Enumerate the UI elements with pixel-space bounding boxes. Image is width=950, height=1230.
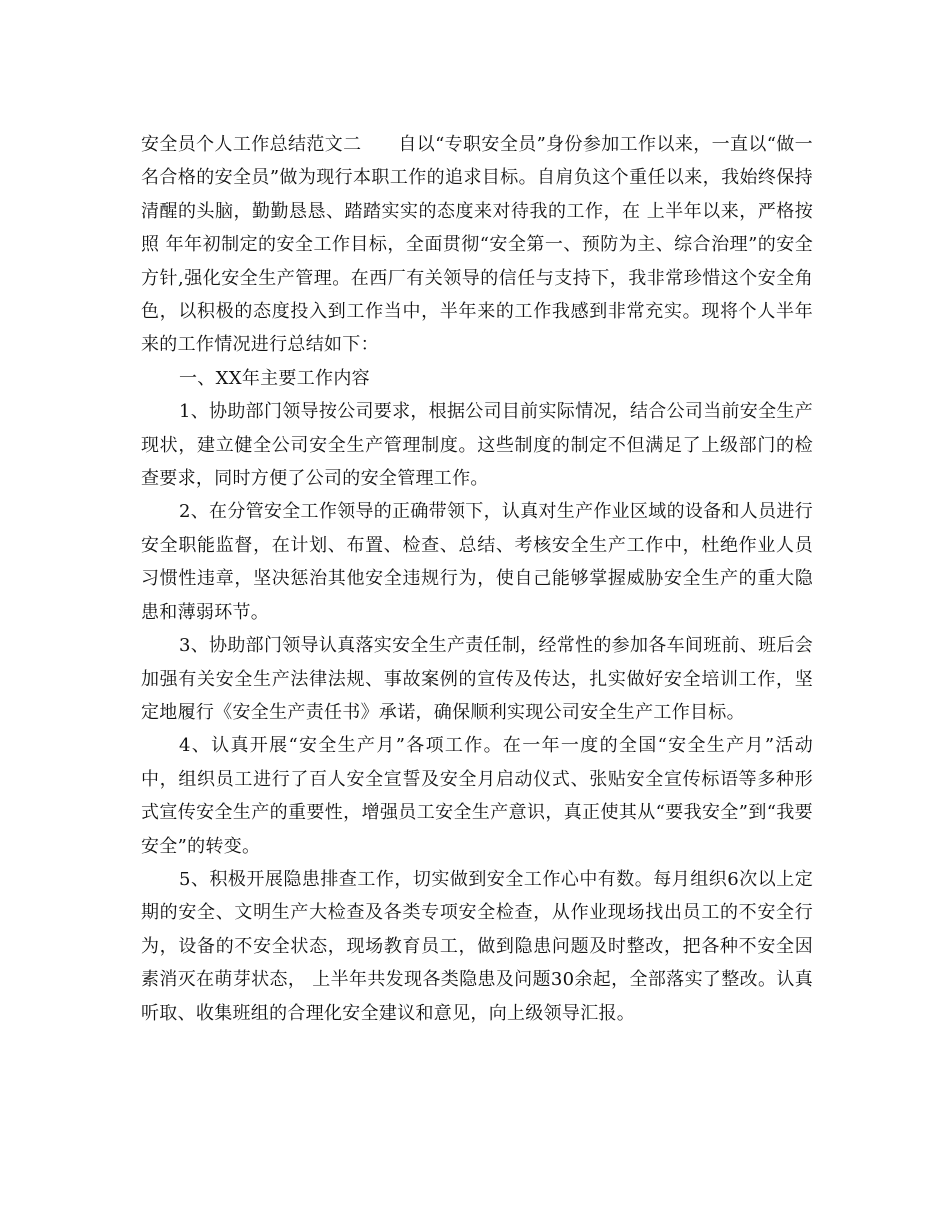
- item-paragraph-3: 3、协助部门领导认真落实安全生产责任制，经常性的参加各车间班前、班后会 加强有关安全生产法律法规、事故案例的宣传及传达，扎实做好安全培训工作，坚定地履行《安全生产责任书》承诺，确保顺利实现公司安全生产工作目标。: [141, 635, 813, 723]
- document-body: [141, 128, 813, 1030]
- item-paragraph-5: 5、积极开展隐患排查工作，切实做到安全工作心中有数。每月组织6次以上定期的安全、文明生产大检查及各类专项安全检查，从作业现场找出员工的不安全行为，设备的不安全状态，现场教育员工，做到隐患问题及时整改，把各种不安全因素消灭在萌芽状态， 上半年共发现各类隐患及问题30余起，全部落实了整改。认真听取、收集班组的合理化安全建议和意见，向上级领导汇报。: [141, 868, 813, 1024]
- intro-paragraph: 安全员个人工作总结范文二 自以“专职安全员”身份参加工作以来，一直以“做一名合格的安全员”做为现行本职工作的追求目标。自肩负这个重任以来，我始终保持清醒的头脑，勤勤恳恳、踏踏实实的态度来对待我的工作，在 上半年以来，严格按照 年年初制定的安全工作目标，全面贯彻“安全第一、预防为主、综合治理”的安全方针,强化安全生产管理。在西厂有关领导的信任与支持下，我非常珍惜这个安全角色，以积极的态度投入到工作当中，半年来的工作我感到非常充实。现将个人半年来的工作情况进行总结如下：: [141, 134, 813, 356]
- item-paragraph-1: 1、协助部门领导按公司要求，根据公司目前实际情况，结合公司当前安全生产现状，建立健全公司安全生产管理制度。这些制度的制定不但满足了上级部门的检查要求，同时方便了公司的安全管理工作。: [141, 401, 813, 490]
- section-heading: 一、XX年主要工作内容: [179, 367, 370, 389]
- item-paragraph-2: 2、在分管安全工作领导的正确带领下，认真对生产作业区域的设备和人员进行安全职能监督，在计划、布置、检查、总结、考核安全生产工作中，杜绝作业人员习惯性违章，坚决惩治其他安全违规行为，使自己能够掌握威胁安全生产的重大隐患和薄弱环节。: [141, 501, 813, 623]
- item-paragraph-4: 4、认真开展“安全生产月”各项工作。在一年一度的全国“安全生产月”活动中，组织员工进行了百人安全宣誓及安全月启动仪式、张贴安全宣传标语等多种形式宣传安全生产的重要性，增强员工安全生产意识，真正使其从“要我安全”到“我要安全”的转变。: [141, 735, 813, 857]
